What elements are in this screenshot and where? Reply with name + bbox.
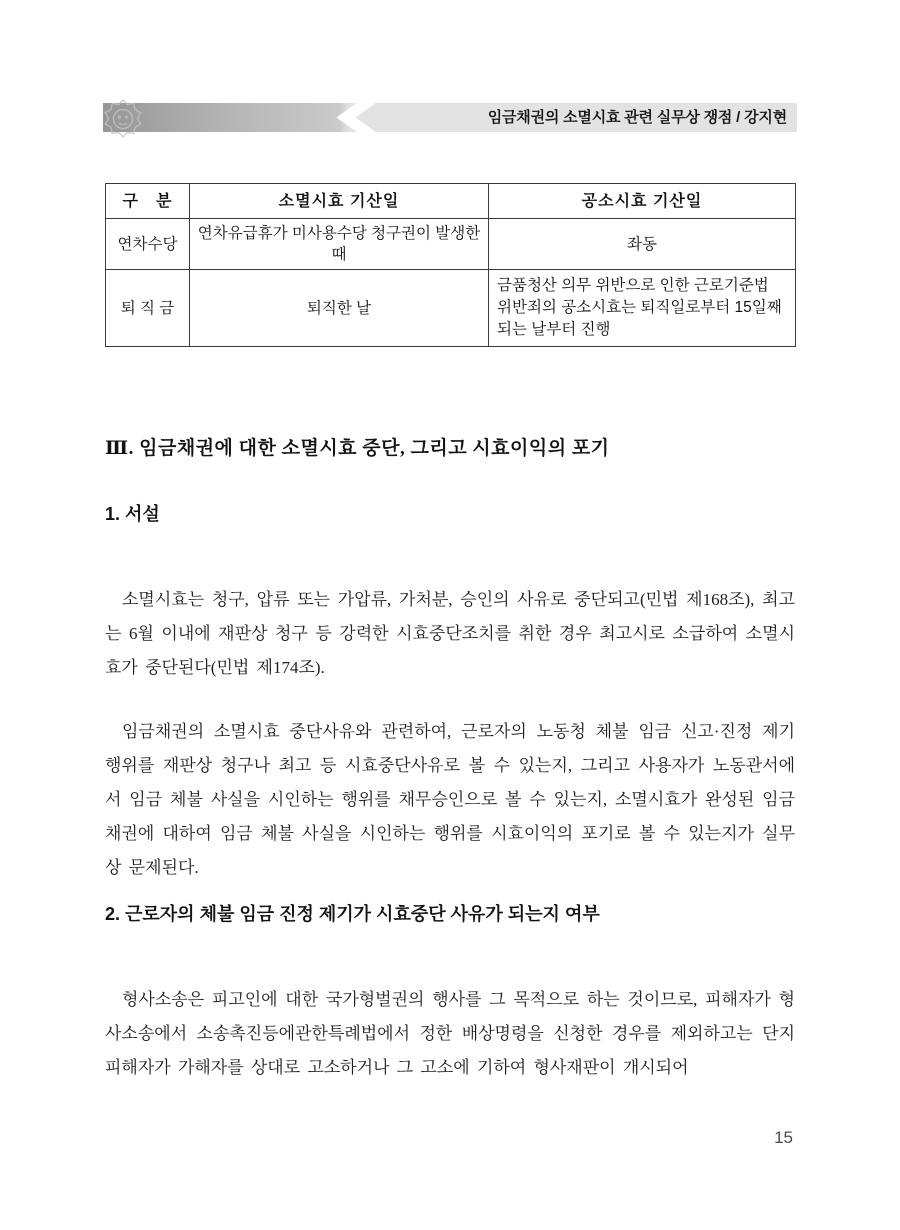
table-header-row [106, 184, 796, 219]
section-heading-iii: Ⅲ. 임금채권에 대한 소멸시효 중단, 그리고 시효이익의 포기 [105, 438, 610, 459]
page-number: 15 [774, 1128, 793, 1147]
table-row [106, 270, 796, 347]
paragraph-2: 임금채권의 소멸시효 중단사유와 관련하여, 근로자의 노동청 체불 임금 신고·진정 제기 행위를 재판상 청구나 최고 등 시효중단사유로 볼 수 있는지, 그리고 사용자가 노동관서에서 임금 체불 사실을 시인하는 행위를 채무승인으로 볼 수 있는지, 소멸시효가 완성된 임금채권에 대하여 임금 체불 사실을 시인하는 행위를 시효이익의 포기로 볼 수 있는지가 실무상 문제된다. [105, 722, 795, 877]
table-row [106, 219, 796, 270]
running-header-title: 임금채권의 소멸시효 관련 실무상 쟁점 / 강지현 [487, 109, 787, 126]
table-cell-prosecution: 좌동 [489, 219, 796, 270]
table-header-prosecution-start: 공소시효 기산일 [489, 184, 796, 219]
table-cell-category: 연차수당 [106, 219, 190, 270]
chevron-left-icon [336, 103, 376, 132]
table-cell-extinctive: 퇴직한 날 [190, 270, 489, 347]
table-cell-category: 퇴 직 금 [106, 270, 190, 347]
subsection-heading-1: 1. 서설 [105, 504, 160, 524]
paragraph-1: 소멸시효는 청구, 압류 또는 가압류, 가처분, 승인의 사유로 중단되고(민법 제168조), 최고는 6월 이내에 재판상 청구 등 강력한 시효중단조치를 취한 경우 최고시로 소급하여 소멸시효가 중단된다(민법 제174조). [105, 590, 795, 677]
table-cell-prosecution: 금품청산 의무 위반으로 인한 근로기준법 위반죄의 공소시효는 퇴직일로부터 15일째 되는 날부터 진행 [489, 270, 796, 347]
seal-emblem-icon [100, 97, 146, 143]
table-header-category: 구 분 [106, 184, 190, 219]
subsection-heading-2: 2. 근로자의 체불 임금 진정 제기가 시효중단 사유가 되는지 여부 [105, 904, 600, 924]
limitation-period-table [105, 183, 796, 347]
table-cell-extinctive: 연차유급휴가 미사용수당 청구권이 발생한 때 [190, 219, 489, 270]
table-header-extinctive-start: 소멸시효 기산일 [190, 184, 489, 219]
paragraph-3: 형사소송은 피고인에 대한 국가형벌권의 행사를 그 목적으로 하는 것이므로, 피해자가 형사소송에서 소송촉진등에관한특례법에서 정한 배상명령을 신청한 경우를 제외하고는 단지 피해자가 가해자를 상대로 고소하거나 그 고소에 기하여 형사재판이 개시되어 [105, 990, 795, 1077]
running-header-bar [103, 103, 797, 132]
